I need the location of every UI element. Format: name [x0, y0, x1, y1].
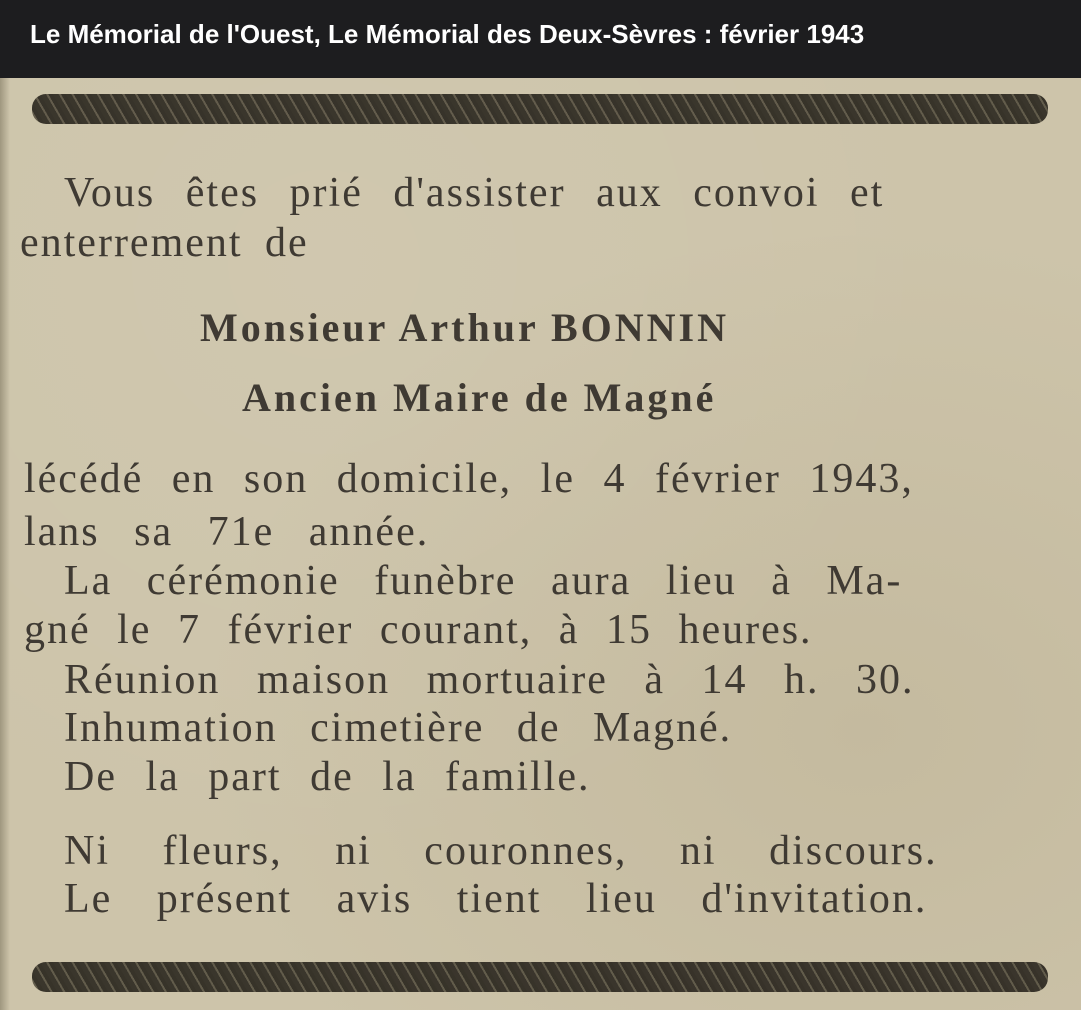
- notice-line-age: lans sa 71e année.: [24, 509, 430, 555]
- notice-line-enterrement: enterrement de: [20, 220, 309, 266]
- notice-line-invitation: Vous êtes prié d'assister aux convoi et: [64, 170, 885, 216]
- notice-line-burial: Inhumation cimetière de Magné.: [64, 705, 733, 751]
- newspaper-clipping: [0, 78, 1081, 1010]
- notice-line-ceremony: La cérémonie funèbre aura lieu à Ma-: [64, 558, 903, 604]
- notice-line-family: De la part de la famille.: [64, 754, 591, 800]
- notice-line-reunion: Réunion maison mortuaire à 14 h. 30.: [64, 657, 915, 703]
- bottom-decorative-rule: [32, 962, 1048, 992]
- notice-line-no-flowers: Ni fleurs, ni couronnes, ni discours.: [64, 828, 938, 874]
- deceased-name: Monsieur Arthur BONNIN: [200, 305, 730, 350]
- top-decorative-rule: [32, 94, 1048, 124]
- page-title: Le Mémorial de l'Ouest, Le Mémorial des Deux-Sèvres : février 1943: [0, 0, 1081, 78]
- notice-line-invitation-note: Le présent avis tient lieu d'invitation.: [64, 876, 928, 922]
- deceased-title: Ancien Maire de Magné: [242, 375, 717, 420]
- notice-line-ceremony-date: gné le 7 février courant, à 15 heures.: [24, 607, 813, 653]
- notice-line-death-date: lécédé en son domicile, le 4 février 1943,: [24, 456, 914, 502]
